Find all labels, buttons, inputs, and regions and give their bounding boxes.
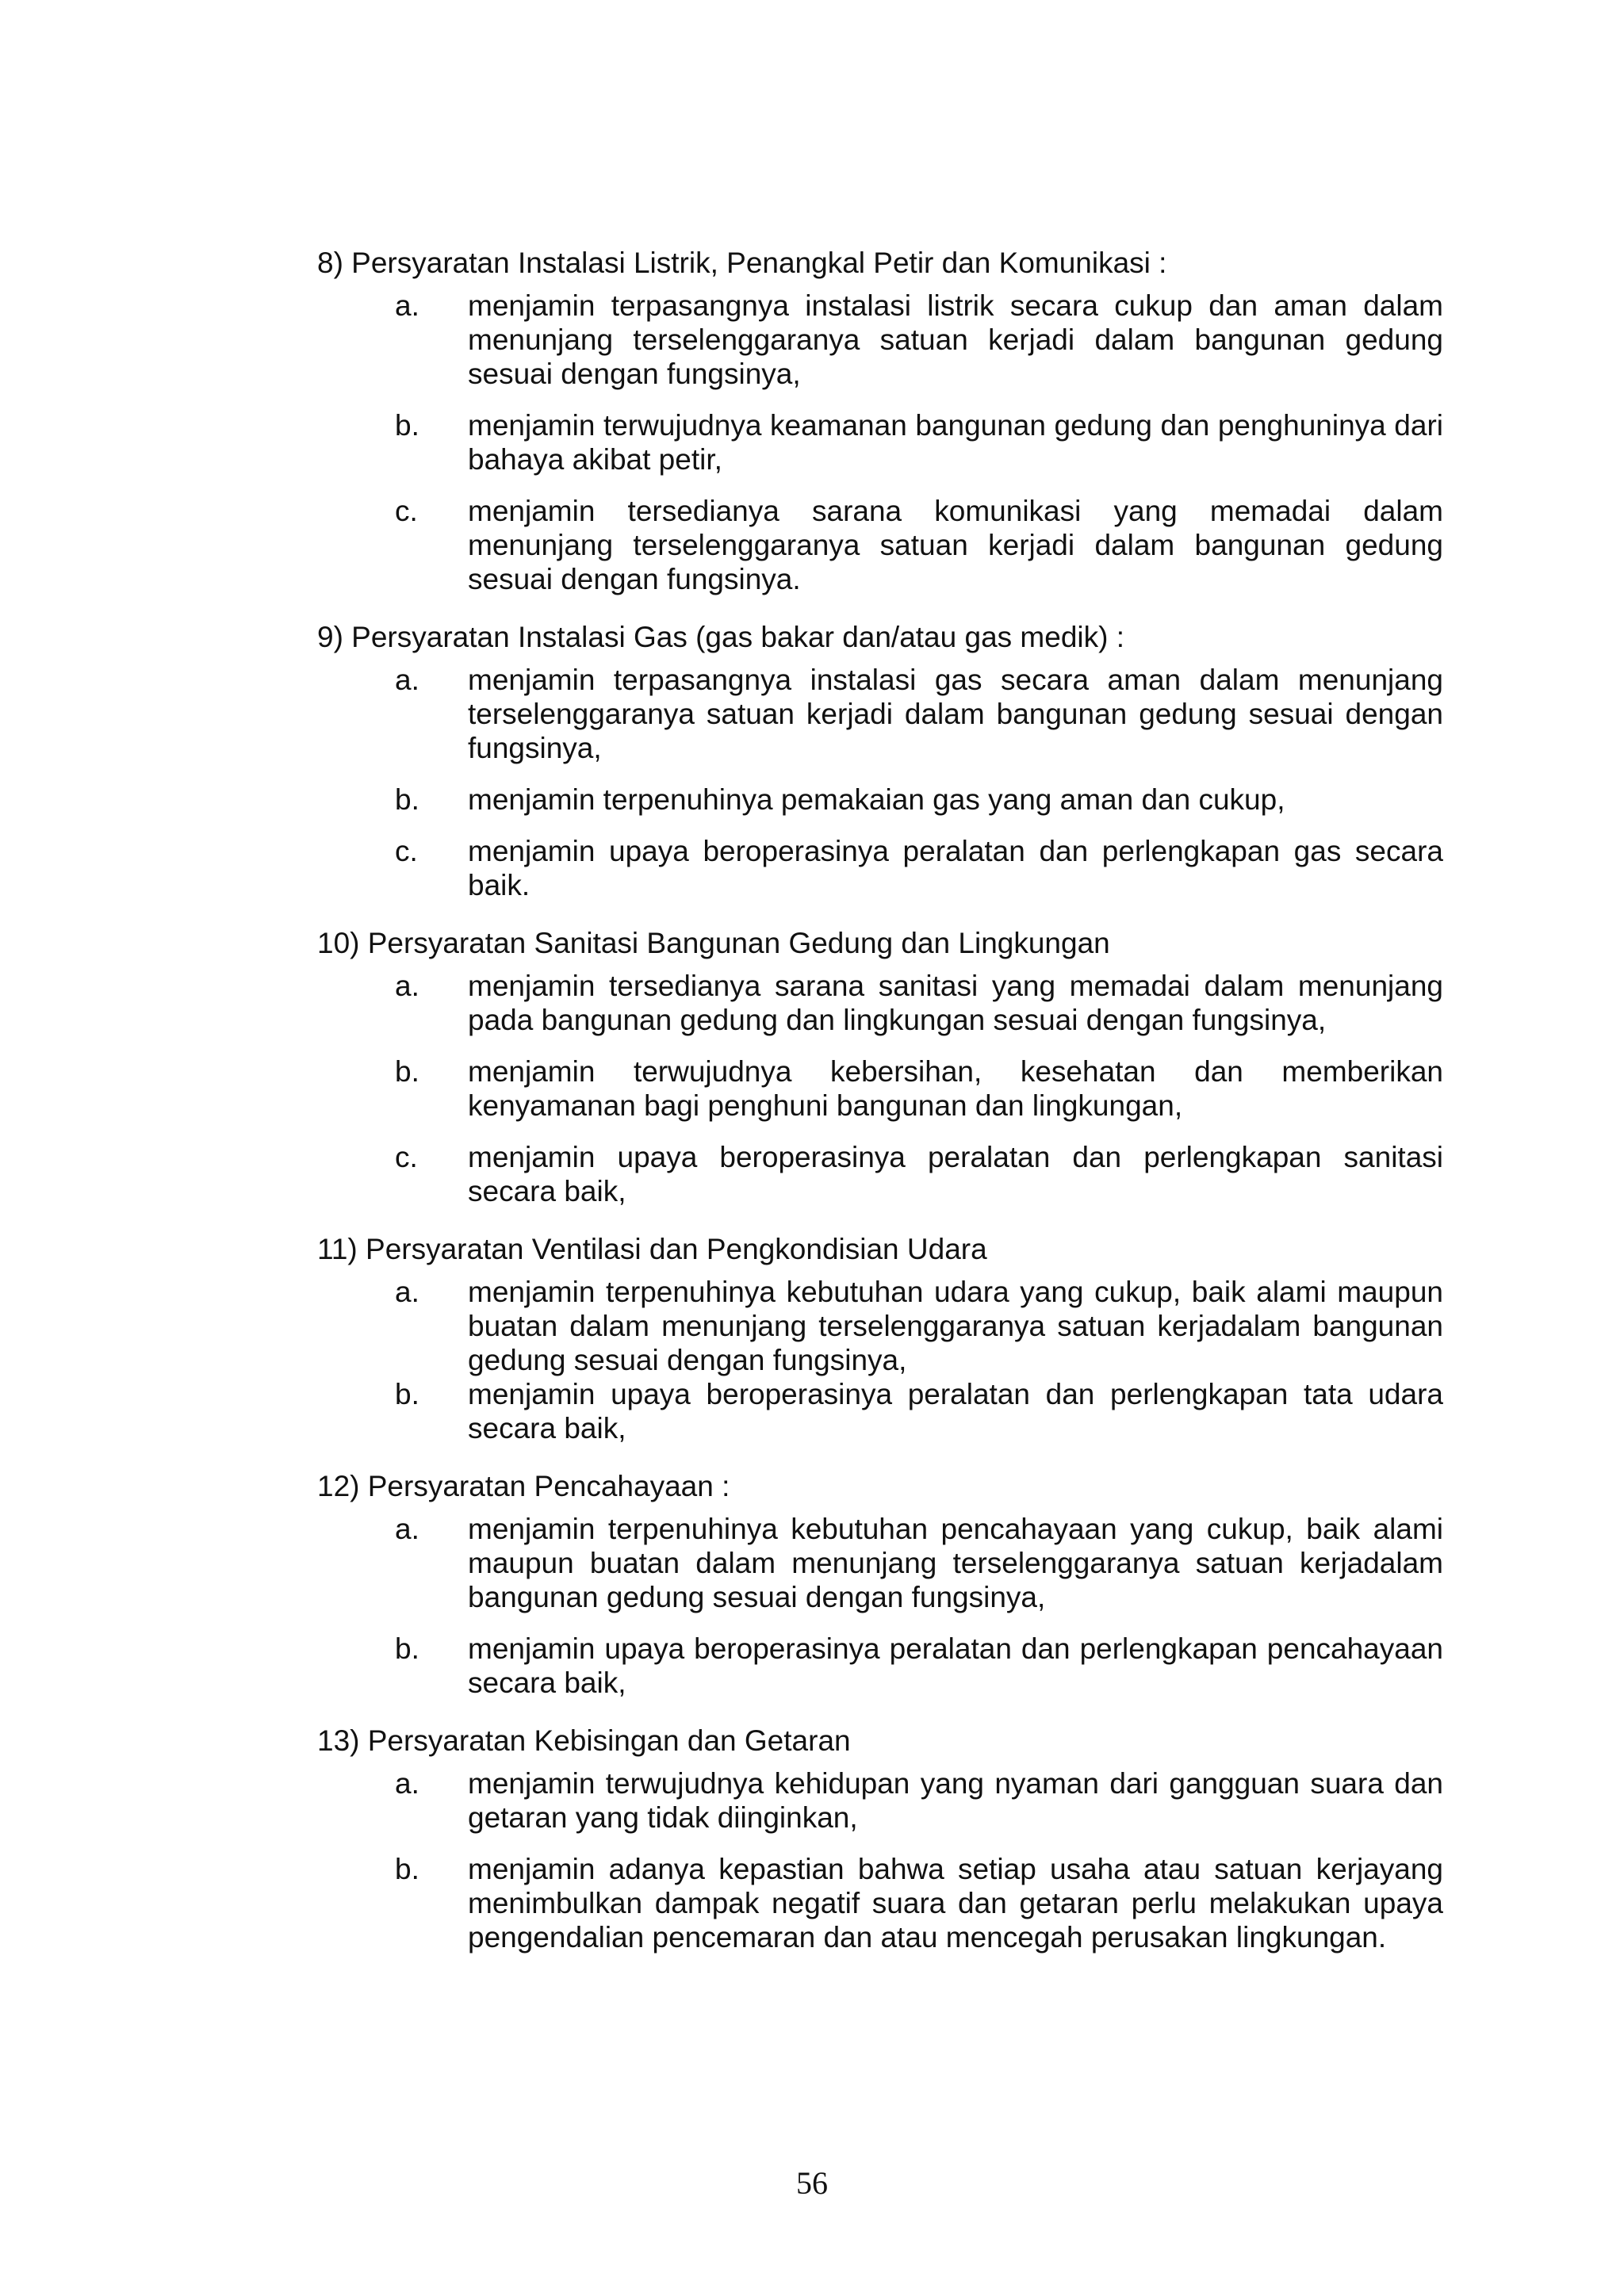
- item-text: menjamin terwujudnya keamanan bangunan gedung dan penghuninya dari bahaya akibat petir,: [468, 409, 1443, 476]
- list-item: [317, 1377, 1443, 1445]
- section-11: [317, 1232, 1443, 1445]
- list-item: [317, 834, 1443, 902]
- item-letter: a.: [395, 970, 419, 1002]
- item-letter: a.: [395, 1767, 419, 1800]
- item-text: menjamin terpasangnya instalasi listrik secara cukup dan aman dalam menunjang terselenggaranya satuan kerjadi dalam bangunan gedung sesuai dengan fungsinya,: [468, 289, 1443, 390]
- list-item: [317, 783, 1443, 817]
- page-number: 56: [796, 2165, 828, 2201]
- item-text: menjamin adanya kepastian bahwa setiap usaha atau satuan kerjayang menimbulkan dampak negatif suara dan getaran perlu melakukan upaya pengendalian pencemaran dan atau mencegah perusakan lingkungan.: [468, 1853, 1443, 1954]
- section-13: [317, 1724, 1443, 1954]
- item-text: menjamin terpenuhinya kebutuhan udara yang cukup, baik alami maupun buatan dalam menunjang terselenggaranya satuan kerjadalam bangunan gedung sesuai dengan fungsinya,: [468, 1276, 1443, 1376]
- section-heading: 12) Persyaratan Pencahayaan :: [317, 1470, 730, 1502]
- item-letter: b.: [395, 409, 419, 442]
- list-item: [317, 494, 1443, 596]
- item-text: menjamin tersedianya sarana komunikasi yang memadai dalam menunjang terselenggaranya satuan kerjadi dalam bangunan gedung sesuai dengan fungsinya.: [468, 495, 1443, 595]
- list-item: [317, 1054, 1443, 1123]
- section-12: [317, 1469, 1443, 1700]
- list-item: [317, 1140, 1443, 1208]
- list-item: [317, 1275, 1443, 1377]
- section-heading: 13) Persyaratan Kebisingan dan Getaran: [317, 1724, 851, 1757]
- section-8: [317, 246, 1443, 596]
- item-letter: b.: [395, 1632, 419, 1665]
- item-text: menjamin terwujudnya kebersihan, kesehatan dan memberikan kenyamanan bagi penghuni bangunan dan lingkungan,: [468, 1055, 1443, 1122]
- item-letter: c.: [395, 495, 418, 527]
- item-letter: c.: [395, 835, 418, 867]
- item-letter: c.: [395, 1141, 418, 1173]
- item-letter: b.: [395, 1055, 419, 1088]
- item-text: menjamin tersedianya sarana sanitasi yang memadai dalam menunjang pada bangunan gedung dan lingkungan sesuai dengan fungsinya,: [468, 970, 1443, 1036]
- list-item: [317, 408, 1443, 476]
- section-heading: 8) Persyaratan Instalasi Listrik, Penangkal Petir dan Komunikasi :: [317, 247, 1167, 279]
- section-9: [317, 620, 1443, 902]
- item-letter: a.: [395, 1513, 419, 1545]
- item-text: menjamin terwujudnya kehidupan yang nyaman dari gangguan suara dan getaran yang tidak diinginkan,: [468, 1767, 1443, 1834]
- section-10: [317, 926, 1443, 1208]
- list-item: [317, 969, 1443, 1037]
- item-text: menjamin terpenuhinya pemakaian gas yang aman dan cukup,: [468, 783, 1285, 816]
- section-heading: 9) Persyaratan Instalasi Gas (gas bakar dan/atau gas medik) :: [317, 621, 1125, 653]
- section-heading: 10) Persyaratan Sanitasi Bangunan Gedung dan Lingkungan: [317, 927, 1110, 959]
- list-item: [317, 663, 1443, 765]
- item-letter: b.: [395, 783, 419, 816]
- item-letter: b.: [395, 1378, 419, 1410]
- list-item: [317, 1766, 1443, 1835]
- item-text: menjamin upaya beroperasinya peralatan dan perlengkapan pencahayaan secara baik,: [468, 1632, 1443, 1699]
- item-letter: a.: [395, 1276, 419, 1308]
- list-item: [317, 1632, 1443, 1700]
- list-item: [317, 289, 1443, 391]
- item-letter: a.: [395, 289, 419, 322]
- item-text: menjamin upaya beroperasinya peralatan dan perlengkapan tata udara secara baik,: [468, 1378, 1443, 1445]
- item-letter: a.: [395, 664, 419, 696]
- list-item: [317, 1512, 1443, 1614]
- item-letter: b.: [395, 1853, 419, 1885]
- item-text: menjamin upaya beroperasinya peralatan dan perlengkapan sanitasi secara baik,: [468, 1141, 1443, 1207]
- section-heading: 11) Persyaratan Ventilasi dan Pengkondisian Udara: [317, 1233, 987, 1265]
- list-item: [317, 1852, 1443, 1954]
- document-page: [317, 246, 1443, 1978]
- item-text: menjamin upaya beroperasinya peralatan dan perlengkapan gas secara baik.: [468, 835, 1443, 901]
- item-text: menjamin terpasangnya instalasi gas secara aman dalam menunjang terselenggaranya satuan kerjadi dalam bangunan gedung sesuai dengan fungsinya,: [468, 664, 1443, 764]
- item-text: menjamin terpenuhinya kebutuhan pencahayaan yang cukup, baik alami maupun buatan dalam menunjang terselenggaranya satuan kerjadalam bangunan gedung sesuai dengan fungsinya,: [468, 1513, 1443, 1613]
